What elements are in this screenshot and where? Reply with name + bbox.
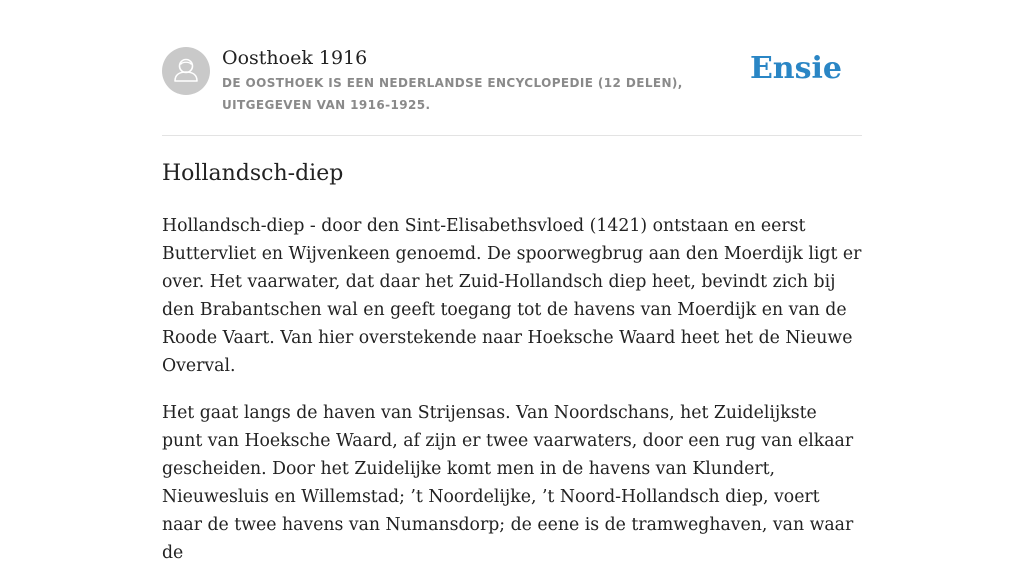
paragraph: Het gaat langs de haven van Strijensas. Van Noordschans, het Zuidelijkste punt van Hoeksche Waard, af zijn er twee vaarwaters, door een rug van elkaar gescheiden. Door het Zuidelijke komt men in de havens van Klundert, Nieuwesluis en Willemstad; ’t Noordelijke, ’t Noord-Hollandsch diep, voert naar de twee havens van Numansdorp; de eene is de tramweghaven, van waar de: [162, 403, 854, 563]
source-header: [162, 46, 862, 116]
page-title: Hollandsch-diep: [162, 161, 344, 186]
paragraph: Hollandsch-diep - door den Sint-Elisabethsvloed (1421) ontstaan en eerst Buttervliet en Wijvenkeen genoemd. De spoorwegbrug aan den Moerdijk ligt er over. Het vaarwater, dat daar het Zuid-Hollandsch diep heet, bevindt zich bij den Brabantschen wal en geeft toegang tot de havens van Moerdijk en van de Roode Vaart. Van hier overstekende naar Hoeksche Waard heet het de Nieuwe Overval.: [162, 216, 862, 376]
brand-logo[interactable]: Ensie: [749, 51, 842, 86]
article-body: [162, 212, 862, 586]
avatar[interactable]: [162, 47, 210, 95]
divider: [162, 135, 862, 136]
source-name[interactable]: Oosthoek 1916: [222, 47, 368, 69]
source-description: DE OOSTHOEK IS EEN NEDERLANDSE ENCYCLOPEDIE (12 DELEN), UITGEGEVEN VAN 1916-1925.: [222, 76, 683, 112]
user-icon: [162, 47, 210, 95]
